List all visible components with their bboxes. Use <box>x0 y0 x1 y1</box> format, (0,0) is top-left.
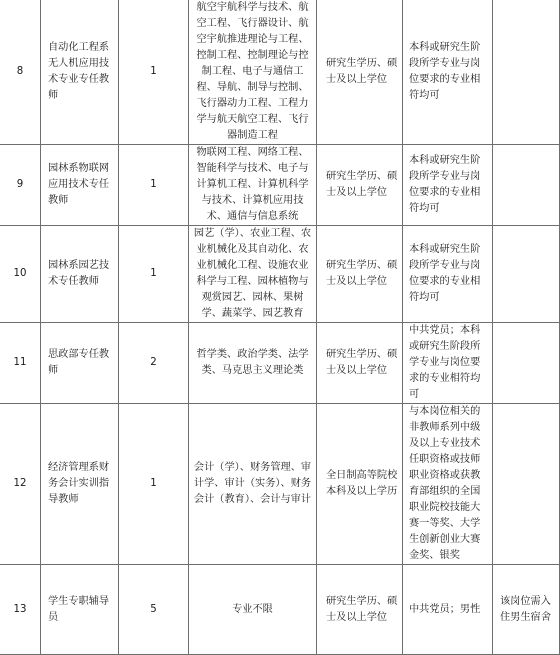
row-number: 11 <box>13 357 27 368</box>
remarks-cell <box>493 565 560 655</box>
headcount: 1 <box>150 268 157 279</box>
row-number-cell <box>0 145 41 226</box>
other-requirement: 本科或研究生阶段所学专业与岗位要求的专业相符均可 <box>409 155 481 214</box>
other-requirement: 本科或研究生阶段所学专业与岗位要求的专业相符均可 <box>409 244 481 303</box>
row-number: 8 <box>16 66 24 77</box>
other-requirement: 中共党员；男性 <box>409 603 481 615</box>
other-requirement-cell <box>403 145 493 226</box>
education-requirement: 研究生学历、硕士及以上学位 <box>326 349 398 376</box>
table-row <box>0 145 560 226</box>
position-name: 园林系园艺技术专任教师 <box>48 260 110 287</box>
headcount: 1 <box>150 66 157 77</box>
remarks-cell <box>493 145 560 226</box>
table-row <box>0 565 560 655</box>
position-name-cell <box>41 0 119 145</box>
major-requirement-cell <box>189 0 317 145</box>
position-name-cell <box>41 323 119 404</box>
major-requirement-cell <box>189 226 317 323</box>
headcount-cell <box>119 145 189 226</box>
education-requirement: 研究生学历、硕士及以上学位 <box>326 171 398 198</box>
other-requirement-cell <box>403 0 493 145</box>
table-row <box>0 404 560 565</box>
position-name: 经济管理系财务会计实训指导教师 <box>48 462 110 505</box>
headcount-cell <box>119 404 189 565</box>
major-requirement: 哲学类、政治学类、法学类、马克思主义理论类 <box>196 349 309 376</box>
education-requirement-cell <box>317 565 403 655</box>
major-requirement: 物联网工程、网络工程、智能科学与技术、电子与计算机工程、计算机科学与技术、计算机应用技术、通信与信息系统 <box>196 147 309 222</box>
major-requirement-cell <box>189 323 317 404</box>
major-requirement: 会计（学）、财务管理、审计学、审计（实务）、财务会计（教育）、会计与审计 <box>193 462 312 505</box>
major-requirement: 园艺（学）、农业工程、农业机械化及其自动化、农业机械化工程、设施农业科学与工程、园林植物与观赏园艺、园林、果树学、蔬菜学、园艺教育 <box>193 228 312 319</box>
other-requirement: 中共党员；本科或研究生阶段所学专业与岗位要求的专业相符均可 <box>409 325 481 400</box>
position-name: 园林系物联网应用技术专任教师 <box>48 163 110 206</box>
major-requirement-cell <box>189 145 317 226</box>
headcount-cell <box>119 226 189 323</box>
education-requirement: 全日制高等院校本科及以上学历 <box>326 470 398 497</box>
remarks: 该岗位需入住男生宿舍 <box>500 595 551 623</box>
table-row <box>0 226 560 323</box>
education-requirement-cell <box>317 323 403 404</box>
row-number: 13 <box>13 603 27 615</box>
headcount-cell <box>119 323 189 404</box>
other-requirement-cell <box>403 323 493 404</box>
table-row <box>0 0 560 145</box>
headcount-cell <box>119 0 189 145</box>
headcount: 2 <box>150 357 157 368</box>
other-requirement-cell <box>403 565 493 655</box>
row-number-cell <box>0 404 41 565</box>
position-name: 学生专职辅导员 <box>48 595 110 623</box>
education-requirement-cell <box>317 0 403 145</box>
major-requirement: 航空宇航科学与技术、航空工程、飞行器设计、航空宇航推进理论与工程、控制工程、控制理论与控制工程、电子与通信工程、导航、制导与控制、飞行器动力工程、工程力学与航天航空工程、飞行器制造工程 <box>196 2 309 141</box>
position-name-cell <box>41 226 119 323</box>
headcount: 1 <box>150 478 157 489</box>
row-number-cell <box>0 0 41 145</box>
row-number-cell <box>0 323 41 404</box>
row-number-cell <box>0 565 41 655</box>
education-requirement: 研究生学历、硕士及以上学位 <box>326 260 398 287</box>
major-requirement: 专业不限 <box>232 603 273 615</box>
row-number-cell <box>0 226 41 323</box>
table-row <box>0 323 560 404</box>
other-requirement: 与本岗位相关的非教师系列中级及以上专业技术任职资格或技师职业资格或获教育部组织的全国职业院校技能大赛一等奖、大学生创新创业大赛金奖、银奖 <box>409 406 481 561</box>
other-requirement: 本科或研究生阶段所学专业与岗位要求的专业相符均可 <box>409 42 481 101</box>
education-requirement-cell <box>317 145 403 226</box>
remarks-cell <box>493 404 560 565</box>
row-number: 10 <box>13 268 27 279</box>
position-name: 思政部专任教师 <box>48 349 110 376</box>
education-requirement: 研究生学历、硕士及以上学位 <box>326 595 398 623</box>
position-name: 自动化工程系 无人机应用技术专业专任教师 <box>48 42 110 101</box>
major-requirement-cell <box>189 404 317 565</box>
education-requirement-cell <box>317 404 403 565</box>
headcount: 5 <box>150 603 157 615</box>
remarks-cell <box>493 226 560 323</box>
education-requirement: 研究生学历、硕士及以上学位 <box>326 58 398 85</box>
remarks-cell <box>493 323 560 404</box>
position-name-cell <box>41 145 119 226</box>
row-number: 12 <box>13 478 27 489</box>
headcount: 1 <box>150 179 157 190</box>
major-requirement-cell <box>189 565 317 655</box>
position-name-cell <box>41 565 119 655</box>
other-requirement-cell <box>403 404 493 565</box>
other-requirement-cell <box>403 226 493 323</box>
remarks-cell <box>493 0 560 145</box>
headcount-cell <box>119 565 189 655</box>
education-requirement-cell <box>317 226 403 323</box>
position-name-cell <box>41 404 119 565</box>
row-number: 9 <box>16 179 24 190</box>
